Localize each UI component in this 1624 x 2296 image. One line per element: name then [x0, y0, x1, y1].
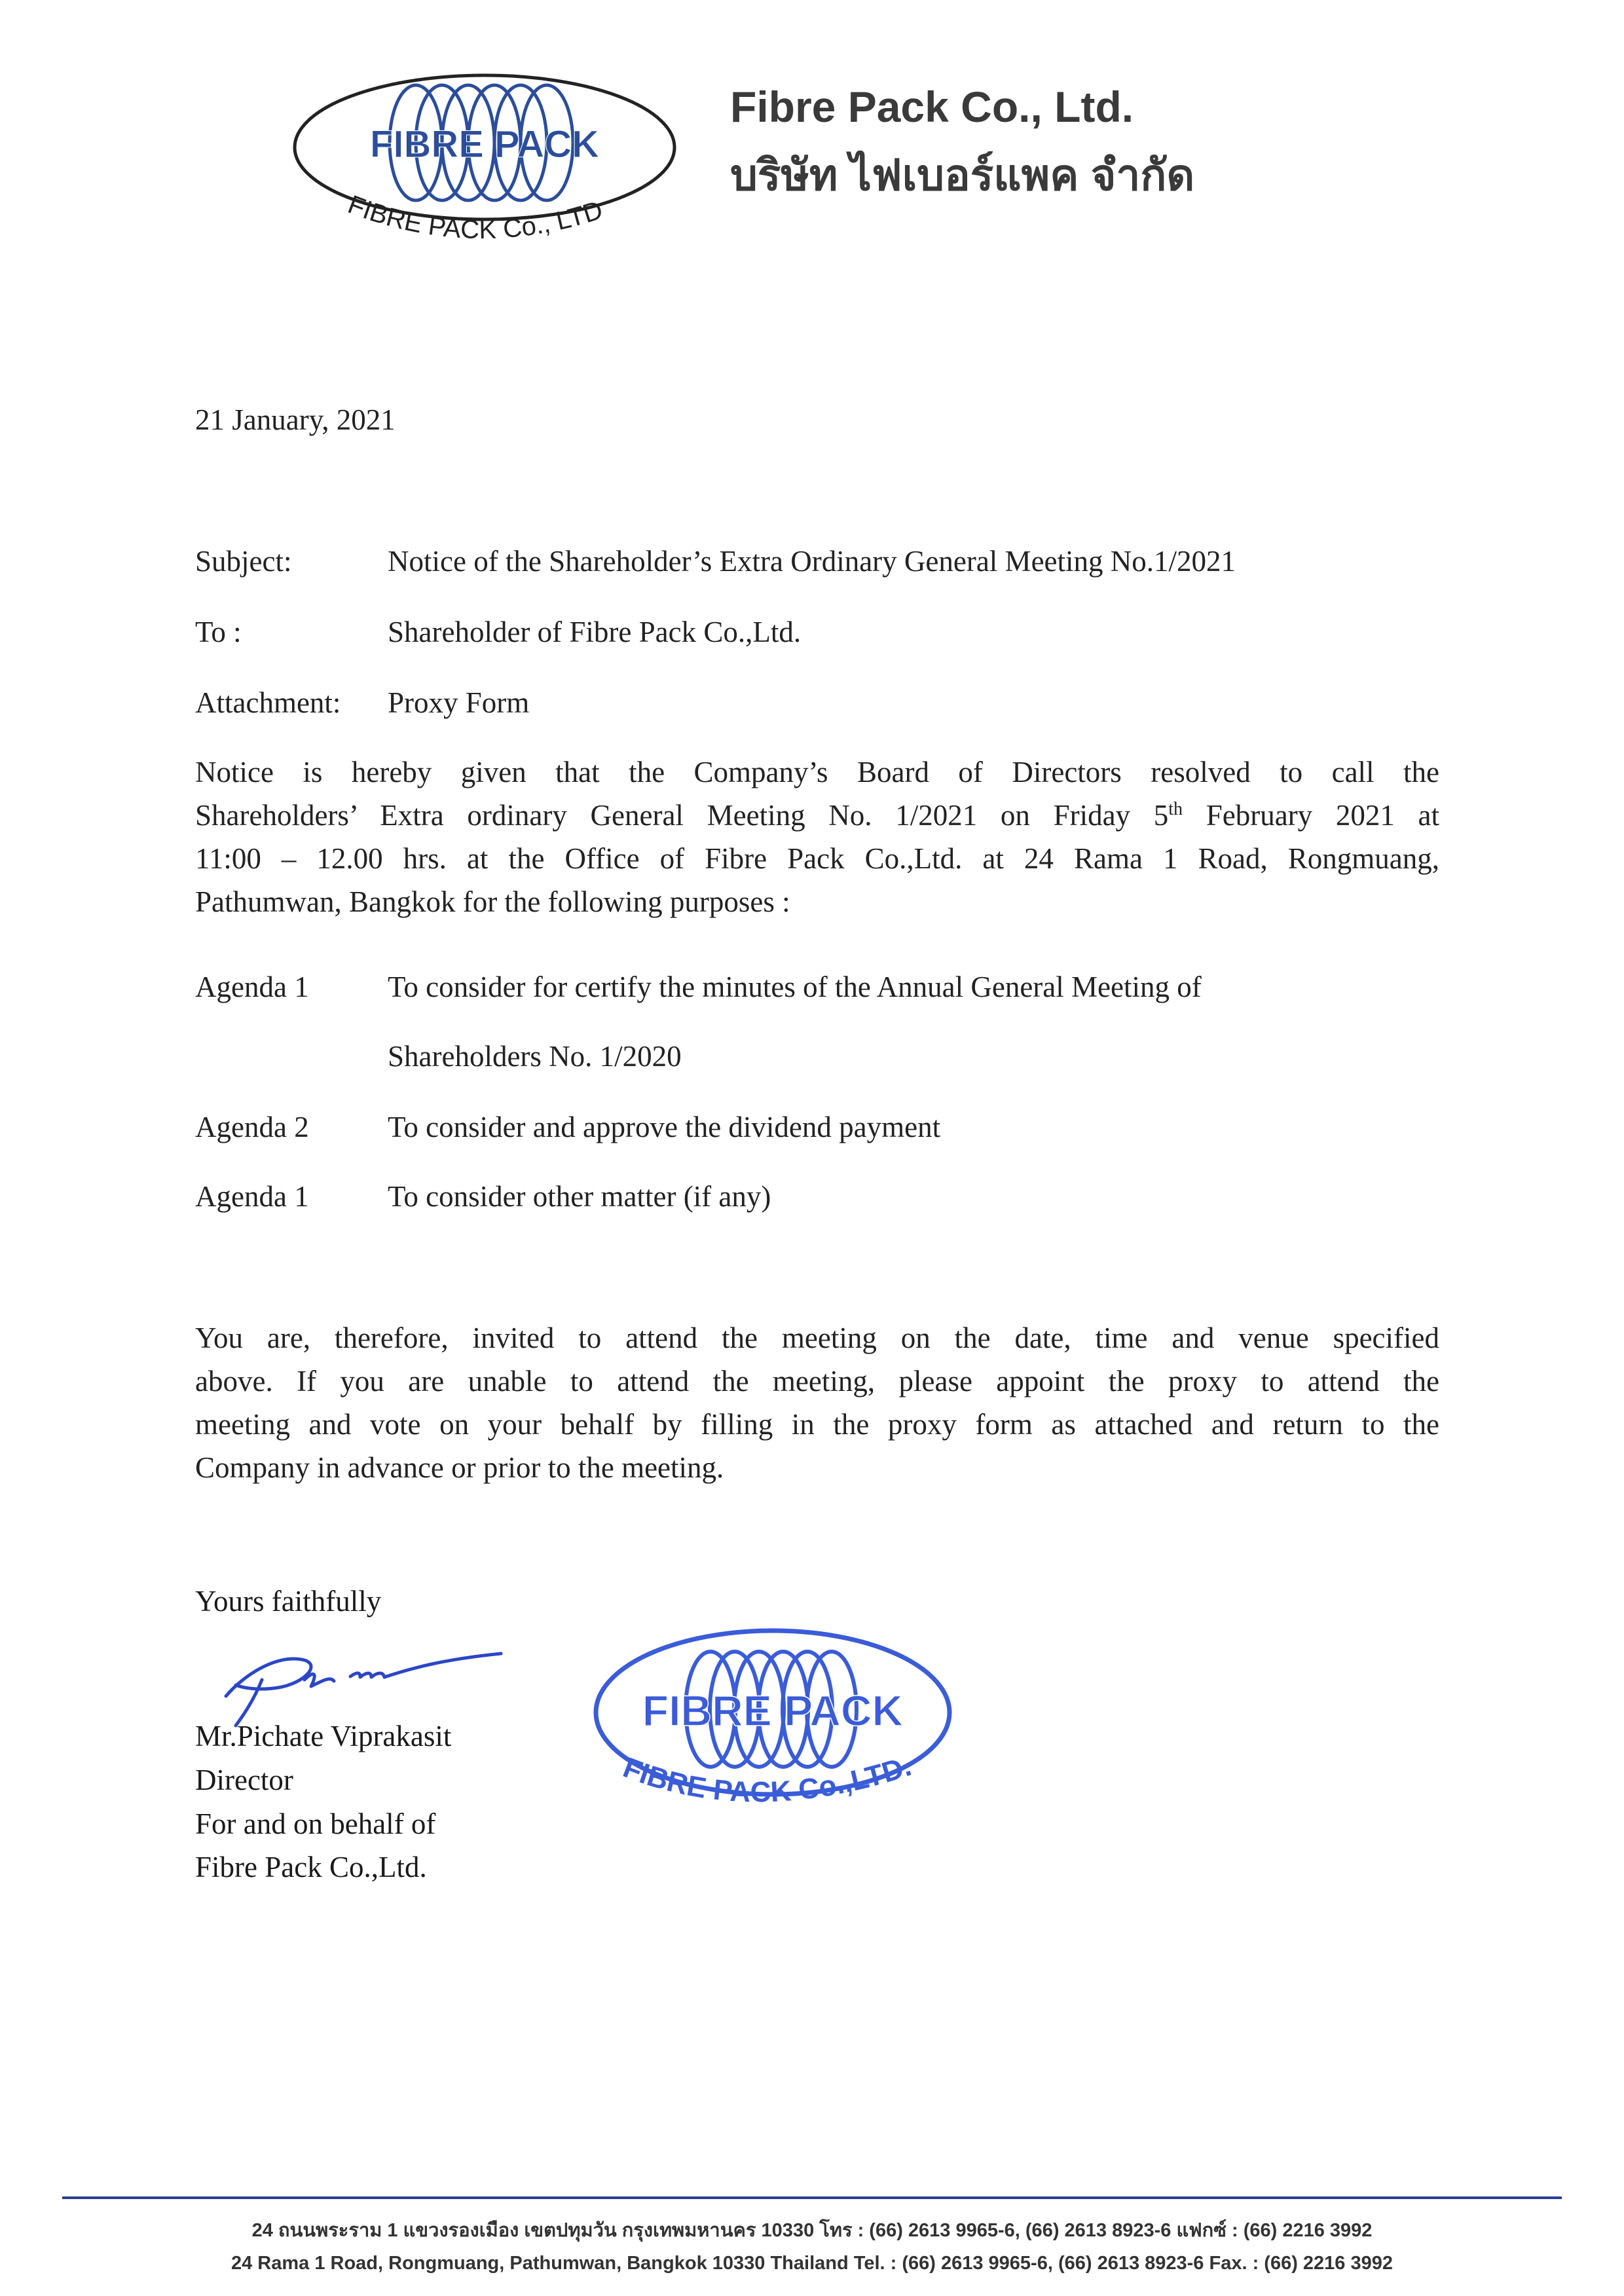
closing-line-3: meeting and vote on your behalf by filling in the proxy form as attached and return to the [195, 1408, 1439, 1441]
notice-line-3: 11:00 – 12.00 hrs. at the Office of Fibre Pack Co.,Ltd. at 24 Rama 1 Road, Rongmuang, [195, 842, 1439, 875]
agenda-2-text: To consider and approve the dividend payment [388, 1111, 941, 1143]
logo-text: FIBRE PACK [369, 123, 600, 166]
logo-arc-text: FIBRE PACK Co., LTD [344, 190, 606, 245]
attachment-value: Proxy Form [388, 686, 530, 719]
agenda-3-label: Agenda 1 [195, 1180, 309, 1213]
company-name-en: Fibre Pack Co., Ltd. [730, 83, 1134, 131]
agenda-3-text: To consider other matter (if any) [388, 1180, 771, 1213]
agenda-2-label: Agenda 2 [195, 1111, 309, 1143]
sign-off: Yours faithfully [195, 1585, 382, 1618]
notice-line-1: Notice is hereby given that the Company’s Board of Directors resolved to call the [195, 756, 1439, 788]
letter-date: 21 January, 2021 [195, 403, 396, 436]
notice-line-4: Pathumwan, Bangkok for the following purposes : [195, 885, 790, 918]
to-label: To : [195, 616, 242, 648]
notice-line-2: Shareholders’ Extra ordinary General Meeting No. 1/2021 on Friday 5th February 2021 at [195, 799, 1440, 832]
agenda-1-label: Agenda 1 [195, 971, 309, 1003]
stamp-arc-text: FIBRE PACK Co.,LTD. [619, 1750, 915, 1809]
signer-behalf: For and on behalf of [195, 1807, 436, 1840]
closing-line-4: Company in advance or prior to the meeting. [195, 1451, 724, 1484]
agenda-1-text: To consider for certify the minutes of the Annual General Meeting of [388, 971, 1202, 1003]
signer-name: Mr.Pichate Viprakasit [195, 1720, 452, 1752]
footer-address-th: 24 ถนนพระราม 1 แขวงรองเมือง เขตปทุมวัน กรุงเทพมหานคร 10330 โทร : (66) 2613 9965-6, (66) 2613 8923-6 แฟกซ์ : (66) 2216 3992 [251, 2220, 1373, 2241]
notice-paragraph [195, 750, 1439, 923]
company-stamp [583, 1604, 963, 1866]
signer-title: Director [195, 1764, 293, 1796]
signer-company: Fibre Pack Co.,Ltd. [195, 1851, 427, 1883]
company-name-th: บริษัท ไฟเบอร์แพค จำกัด [730, 151, 1195, 199]
subject-label: Subject: [195, 545, 292, 578]
fibre-pack-logo [288, 65, 694, 262]
closing-line-2: above. If you are unable to attend the meeting, please appoint the proxy to attend the [195, 1365, 1439, 1398]
agenda-1-text-cont: Shareholders No. 1/2020 [388, 1040, 682, 1073]
to-value: Shareholder of Fibre Pack Co.,Ltd. [388, 616, 802, 648]
footer-rule [62, 2196, 1562, 2199]
attachment-label: Attachment: [195, 686, 341, 719]
closing-line-1: You are, therefore, invited to attend the meeting on the date, time and venue specified [195, 1322, 1439, 1354]
closing-paragraph [195, 1316, 1439, 1489]
stamp-text: FIBRE PACK [642, 1686, 904, 1735]
subject-value: Notice of the Shareholder’s Extra Ordinary General Meeting No.1/2021 [388, 545, 1236, 578]
footer-address-en: 24 Rama 1 Road, Rongmuang, Pathumwan, Bangkok 10330 Thailand Tel. : (66) 2613 9965-6, (66) 2613 8923-6 Fax. : (66) 2216 3992 [231, 2253, 1393, 2274]
